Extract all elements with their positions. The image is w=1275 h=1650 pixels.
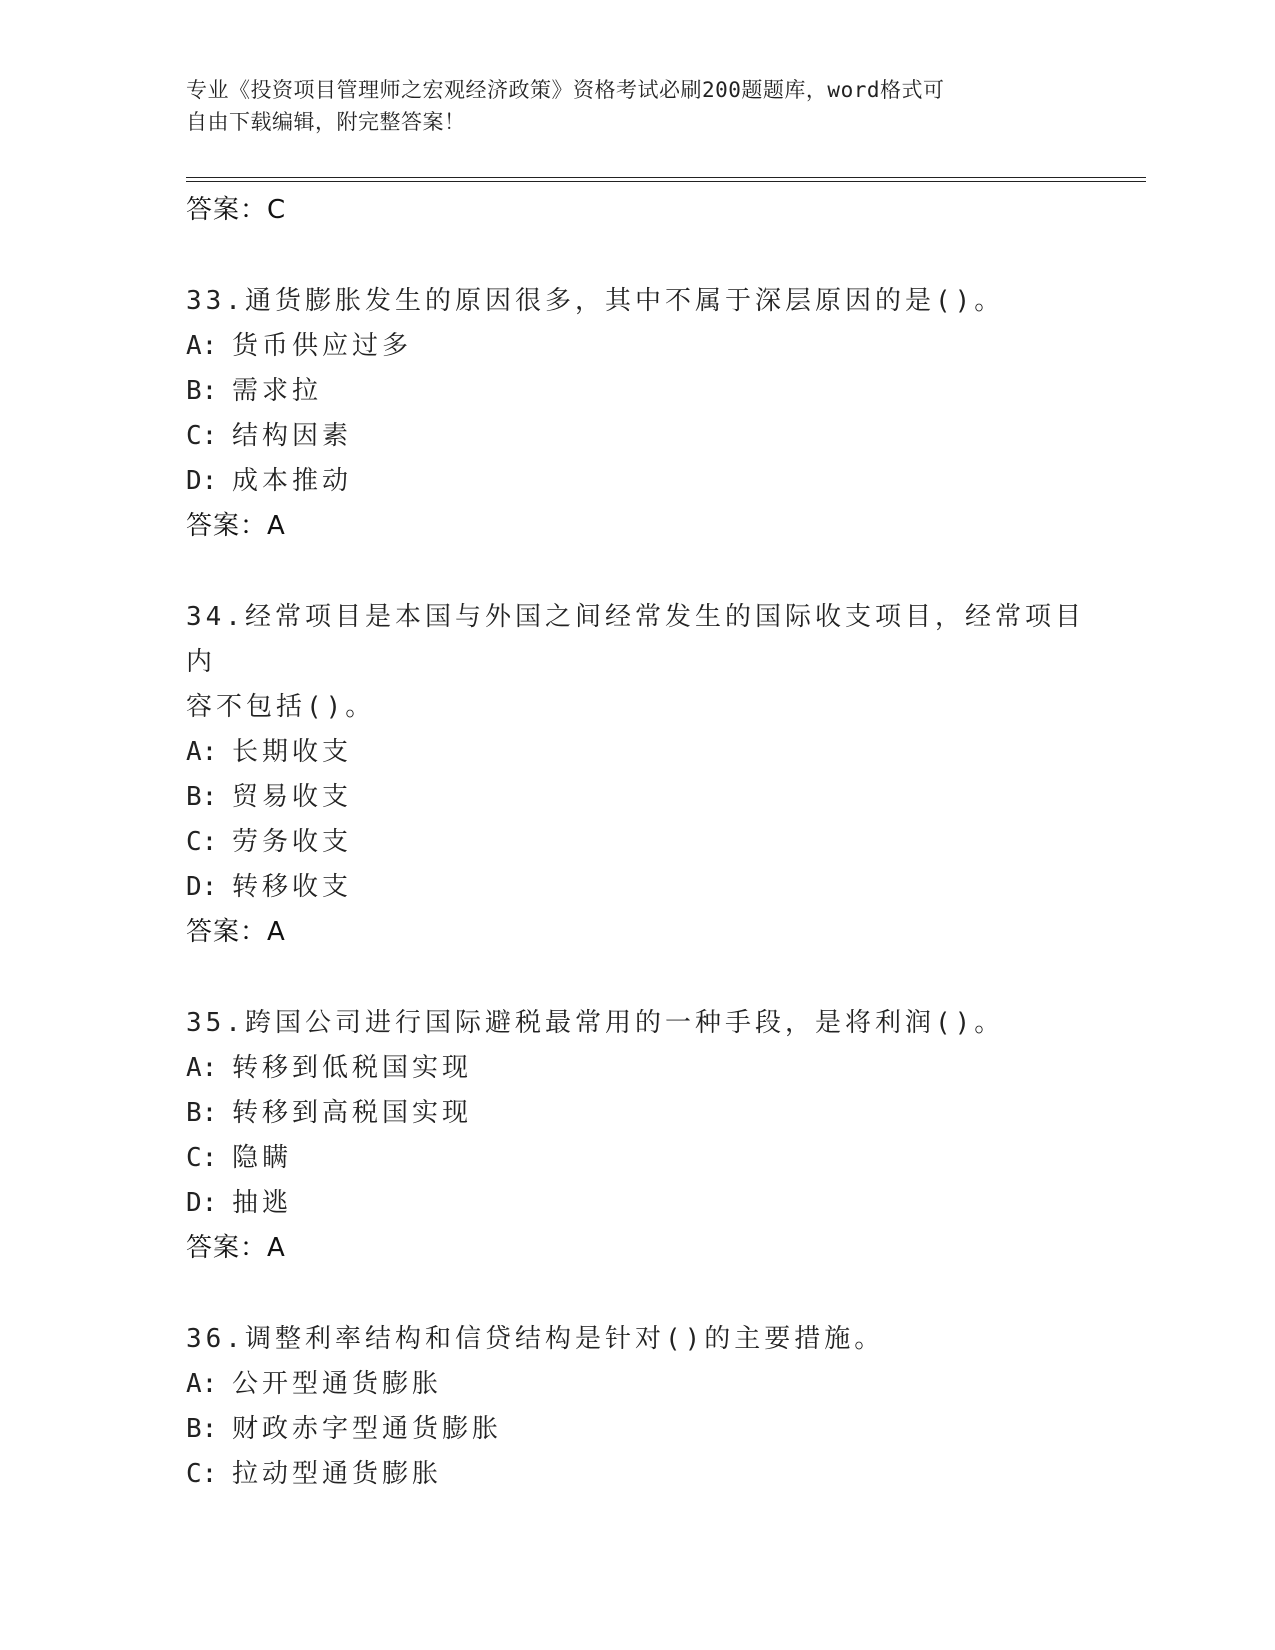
option-text: 货币供应过多 xyxy=(232,331,413,361)
option-b xyxy=(186,1091,1086,1136)
option-text: 转移收支 xyxy=(232,872,353,902)
header-line-1: 专业《投资项目管理师之宏观经济政策》资格考试必刷200题题库，word格式可 xyxy=(186,78,945,102)
option-c xyxy=(186,1136,1086,1181)
option-text: 抽逃 xyxy=(232,1188,293,1218)
option-b xyxy=(186,369,1086,414)
option-d xyxy=(186,1181,1086,1226)
question-36 xyxy=(186,1317,1086,1497)
option-text: 公开型通货膨胀 xyxy=(232,1369,443,1399)
option-d xyxy=(186,865,1086,910)
option-text: 结构因素 xyxy=(232,421,353,451)
option-letter: C: xyxy=(186,421,218,451)
option-text: 转移到高税国实现 xyxy=(232,1098,473,1128)
option-c xyxy=(186,414,1086,459)
question-list xyxy=(186,188,1086,1497)
option-letter: B: xyxy=(186,1098,218,1128)
previous-answer: 答案：C xyxy=(186,195,287,225)
question-text: 35.跨国公司进行国际避税最常用的一种手段，是将利润()。 xyxy=(186,1008,1005,1038)
question-34 xyxy=(186,595,1086,954)
option-letter: C: xyxy=(186,827,218,857)
option-text: 隐瞒 xyxy=(232,1143,293,1173)
answer-line: 答案：A xyxy=(186,511,286,541)
document-header xyxy=(186,74,1066,138)
option-text: 拉动型通货膨胀 xyxy=(232,1459,443,1489)
option-a xyxy=(186,1362,1086,1407)
option-c xyxy=(186,1452,1086,1497)
option-text: 转移到低税国实现 xyxy=(232,1053,473,1083)
question-text-line-1: 34.经常项目是本国与外国之间经常发生的国际收支项目，经常项目内 xyxy=(186,602,1085,677)
question-35 xyxy=(186,1001,1086,1270)
option-letter: D: xyxy=(186,466,218,496)
option-text: 贸易收支 xyxy=(232,782,353,812)
answer-line: 答案：A xyxy=(186,1233,286,1263)
option-d xyxy=(186,459,1086,504)
option-letter: A: xyxy=(186,737,218,767)
option-letter: B: xyxy=(186,782,218,812)
option-text: 需求拉 xyxy=(232,376,323,406)
option-text: 劳务收支 xyxy=(232,827,353,857)
option-letter: A: xyxy=(186,1369,218,1399)
question-text-line-2: 容不包括()。 xyxy=(186,692,376,722)
option-a xyxy=(186,730,1086,775)
option-text: 财政赤字型通货膨胀 xyxy=(232,1414,503,1444)
question-33 xyxy=(186,279,1086,548)
header-line-2: 自由下载编辑，附完整答案！ xyxy=(186,110,466,134)
option-letter: A: xyxy=(186,331,218,361)
option-letter: B: xyxy=(186,1414,218,1444)
option-letter: C: xyxy=(186,1143,218,1173)
option-letter: D: xyxy=(186,1188,218,1218)
question-text: 36.调整利率结构和信贷结构是针对()的主要措施。 xyxy=(186,1324,885,1354)
option-a xyxy=(186,324,1086,369)
option-a xyxy=(186,1046,1086,1091)
option-b xyxy=(186,1407,1086,1452)
option-letter: D: xyxy=(186,872,218,902)
answer-line: 答案：A xyxy=(186,917,286,947)
question-text: 33.通货膨胀发生的原因很多，其中不属于深层原因的是()。 xyxy=(186,286,1005,316)
option-text: 成本推动 xyxy=(232,466,353,496)
option-text: 长期收支 xyxy=(232,737,353,767)
option-c xyxy=(186,820,1086,865)
option-letter: A: xyxy=(186,1053,218,1083)
question-text xyxy=(186,595,1086,730)
option-letter: C: xyxy=(186,1459,218,1489)
option-letter: B: xyxy=(186,376,218,406)
option-b xyxy=(186,775,1086,820)
header-divider xyxy=(186,177,1146,182)
